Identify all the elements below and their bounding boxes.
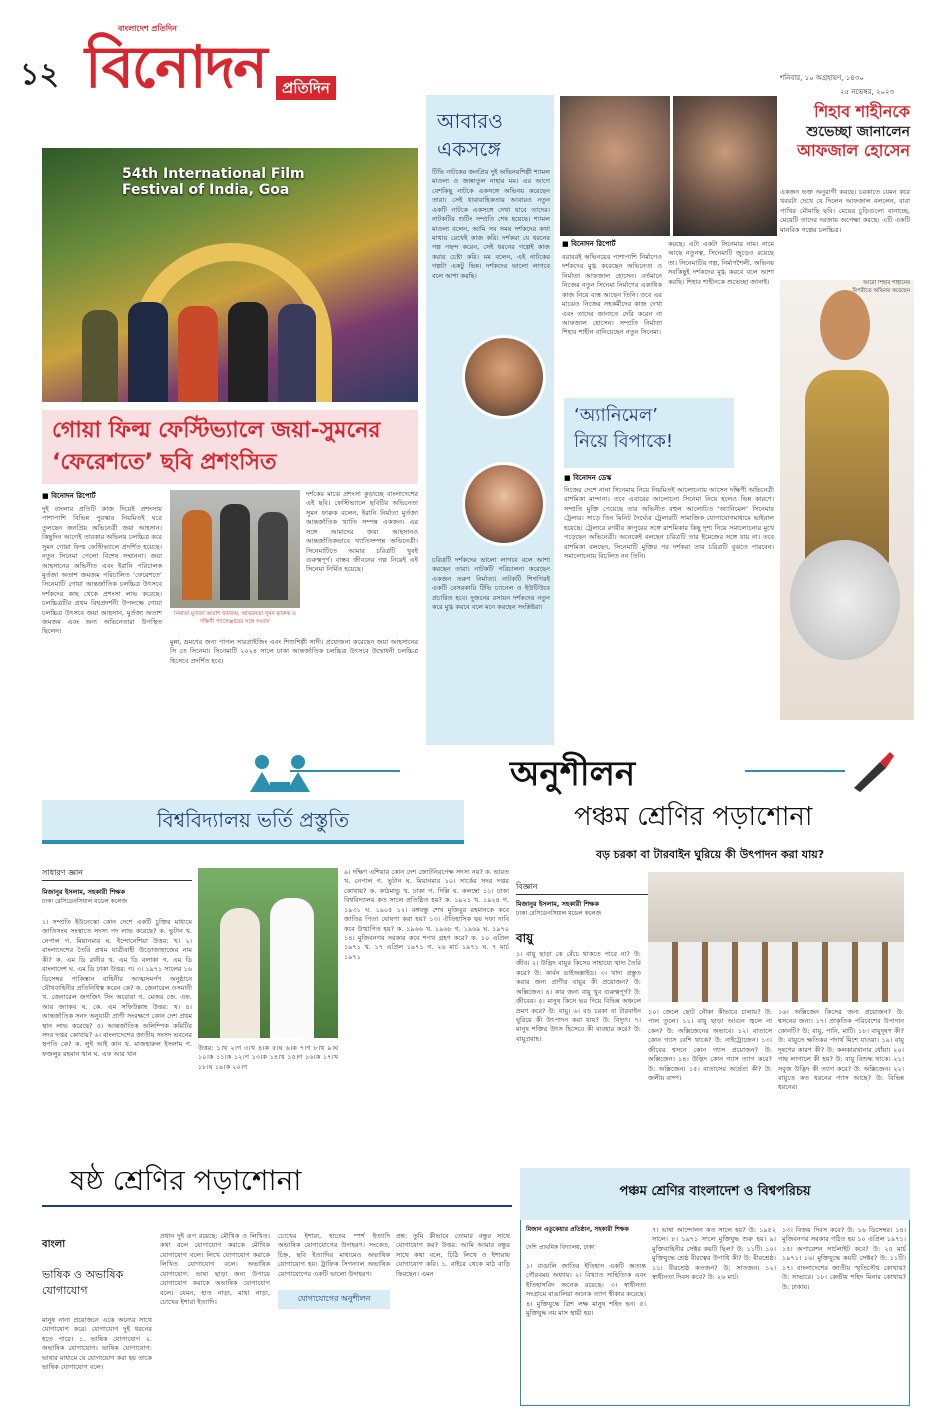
shihab-photo [673, 96, 777, 236]
animal-headline-2: নিয়ে বিপাকে! [574, 431, 674, 453]
university-section: সাধারণ জ্ঞান [42, 868, 83, 877]
class6-rule [42, 1205, 512, 1207]
festival-banner: 54th International Film Festival of India, Goa [122, 166, 305, 199]
students-photo [198, 868, 338, 1038]
animal-headline-1: ‘অ্যানিমেল’ [574, 405, 659, 426]
masthead-subtitle: প্রতিদিন [276, 76, 336, 100]
goa-byline: ■ বিনোদন রিপোর্ট [42, 492, 96, 500]
class6-body-4: প্রশ্ন: তুমি কীভাবে তোমার বন্ধুর সাথে যোগাযোগ কর? উত্তর: আমি আমার বন্ধুর সাথে কথা বলে, চিঠি লিখে ও ইশারায় যোগাযোগ করি। ১. বাইরে থেকে মাঠ বাড়ি ফিরছেন। এমন [396, 1232, 510, 1278]
masthead-title: বিনোদন [85, 33, 266, 101]
pen-nib-icon [850, 748, 894, 792]
study-illustration-icon [240, 752, 320, 798]
class5-science-subhead: বড় চরকা বা টারবাইন ঘুরিয়ে কী উৎপাদন করা যায়? [596, 848, 825, 861]
shihab-headline-box [780, 102, 910, 182]
mom-photo [462, 462, 546, 546]
rashmika-photo [780, 280, 914, 720]
class6-body-1: মানুষ নানা প্রয়োজনে একে অন্যের সাথে যোগাযোগ করে। যোগাযোগ দুই ধরনের হতে পারে। ১. ভাষিক যোগাযোগ ২. অভাষিক যোগাযোগ। ভাষিক যোগাযোগ: ভাষার মাধ্যমে যে যোগাযোগ করা হয় তাকে ভাষিক যোগাযোগ বলে। [42, 1316, 152, 1372]
shihab-body-2: করছে। এটা একটা সিনেমার নাম। নামে আছে নতুনত্ব, সিনেমাটি জুড়েও রয়েছে তা। সিনেমাটির গল্প, নির্মাণশৈলী, অভিনয় সবকিছুই দর্শকদের মুগ্ধ করবে বলে আশা করছি। শিহাব শাহীনকে শুভেচ্ছা জানাই। [668, 240, 774, 286]
animal-byline: ■ বিনোদন ডেস্ক [564, 474, 612, 482]
class5-science-topic: বায়ু [516, 931, 534, 945]
shihab-body-3: একজন ভক্ত অনুরাগী করছে। চরকাতে যেমন করে খবরটা দেখে যে দিলেন আফজাল বললেন, বাবা পাখির মৌমাছি ছবি। মেয়ের চুড়িগুলো বানাচ্ছে, মেয়েটি তাদের দরজায় অপেক্ষা করছে। এটি একটি মানবিক গল্পের চলচ্চিত্র। [780, 188, 910, 234]
class5-bwp-headline: পঞ্চম শ্রেণির বাংলাদেশ ও বিশ্বপরিচয় [619, 1184, 811, 1199]
abar-body: টিভি নাটকের জনপ্রিয় দুই অভিনয়শিল্পী শ্যামল মাওলা ও জান্নাতুল নাহার মম। এর আগে বেশকিছু নাটকে একসঙ্গে অভিনয় করেছেন তারা। সেই ধারাবাহিকতায় আবারও নতুন একটি নাটকে একসঙ্গে দেখা যাবে তাদের। নাটকটির শুটিং সম্প্রতি শেষ হয়েছে। শ্যামল মাওলা বলেন, আমি সব সময় দর্শকদের কথা মাথায় রেখেই কাজ করি। দর্শকরা যে ধরনের গল্প পছন্দ করেন, সেই ধরনের গল্পেই কাজ করার চেষ্টা করি। মম বলেন, এই নাটকের গল্পটা একটু ভিন্ন। দর্শকদের ভালো লাগবে বলে আশা করছি। [432, 168, 550, 280]
goa-festival-photo [42, 148, 418, 402]
goa-body-2: দর্শকের মাঝে প্রশংসা কুড়াচ্ছে বাংলাদেশের এই ছবি। ফেস্টিভ্যালে ছবিটির অভিনেতা সুমন ফারুক বলেন, ইরানি নির্মাতা মুর্তজা আন্তর্জাতিক খ্যাতি সম্পন্ন একজন। এর সঙ্গে আমাদের জয়া আহসানও আন্তর্জাতিকভাবে খ্যাতিসম্পন্ন অভিনেত্রী। সিনেমাটিতে আমার চরিত্রটি খুবই গুরুত্বপূর্ণ। বাস্তব জীবনের গল্প নিয়েই এই সিনেমা নির্মিত হয়েছে। [306, 490, 418, 574]
class6-headline: ষষ্ঠ শ্রেণির পড়াশোনা [70, 1164, 302, 1197]
class5-bwp-body-2: ৭। ভাষা আন্দোলন কত সালে হয়? উ: ১৯৫২ সালে। ৮। ১৯৭১ সালে মুক্তিযুদ্ধ শুরু হয়। ৯। মুক্তিবাহিনীর সেক্টর কয়টি ছিল? উ: ১১টি। ১০। মুক্তিযুদ্ধে শ্রেষ্ঠ বীরত্বের উপাধি কী? উ: বীরশ্রেষ্ঠ। ১১। বীরশ্রেষ্ঠ কতজন? উ: সাতজন। ১২। স্বাধীনতা দিবস কবে? উ: ২৬ মার্চ। [652, 1226, 776, 1282]
class5-bwp-header [520, 1168, 910, 1220]
class5-science-school: ঢাকা রেসিডেনসিয়াল মডেল কলেজ [516, 910, 602, 917]
guests-group [82, 298, 382, 402]
brand-label: বাংলাদেশ প্রতিদিন [118, 24, 177, 33]
class5-bwp-school: দেশি প্রাথমিক বিদ্যালয়, ঢাকা [526, 1244, 595, 1251]
date-line-2: ২৫ নভেম্বর, ২০২৩ [840, 88, 895, 96]
abar-headline-1: আবারও [437, 109, 503, 133]
anushilon-brand: অনুশীলন [510, 754, 636, 794]
abar-headline-2: একসঙ্গে [437, 137, 501, 161]
animal-headline-box [564, 398, 734, 468]
rashmika-caption: আরো শিহাব শাহীনের বিপরীতে অভিনয় করেছেন [852, 280, 910, 294]
class6-body-2: প্রধান দুই রূপ রয়েছে: মৌখিক ও লিখিত। কথা বলে যোগাযোগ করাকে মৌখিক যোগাযোগ বলে। লিখে যোগাযোগ করাকে লিখিত যোগাযোগ বলে। অভাষিক যোগাযোগ: ভাষা ছাড়া অন্য উপায়ে যোগাযোগ করাকে অভাষিক যোগাযোগ বলে। যেমন, হাত নাড়া, মাথা নাড়া, চোখের ইশারা ইত্যাদি। [160, 1232, 270, 1306]
shyamol-photo [462, 335, 546, 419]
university-answers: উত্তর: ১।খ ২।গ ৩।খ ৪।ক ৫।ঘ ৬।ক ৭।গ ৮।খ ৯।ঘ ১০।ক ১১।ক ১২।গ ১৩।ক ১৪।খ ১৫।গ ১৬।ক ১৭।খ ১৮।ঘ ১৯।ক ২০।গ [198, 1044, 338, 1071]
class5-science-body-3: ১৬। অক্সিজেন কিসের জন্য প্রয়োজন? উ: শ্বসনের জন্য। ১৭। প্রাকৃতিক পরিবেশের উপাদান কোনটি? উ: বায়ু, পানি, মাটি। ১৮। বায়ুদূষণ কী? উ: বায়ুতে ক্ষতিকর পদার্থ মিশে যাওয়া। ১৯। বায়ু দূষণের কারণ কী? উ: কলকারখানার ধোঁয়া। ২০। গাছ লাগালে কী হয়? উ: বায়ু বিশুদ্ধ থাকে। ২১। সবুজ উদ্ভিদ কী ত্যাগ করে? উ: অক্সিজেন। ২২। বায়ুতে কত ধরনের গ্যাস আছে? উ: বিভিন্ন ধরনের। [778, 1008, 904, 1092]
class5-bwp-body-3: ১৩। বিজয় দিবস কবে? উ: ১৬ ডিসেম্বর। ১৪। মুজিবনগর সরকার গঠিত হয় ১০ এপ্রিল ১৯৭১। ১৫। অপারেশন সার্চলাইট কবে? উ: ২৫ মার্চ ১৯৭১। ১৬। মুক্তিযুদ্ধে কয়টি সেক্টর? উ: ১১টি। ১৭। বাংলাদেশের জাতীয় স্মৃতিসৌধ কোথায়? উ: সাভারে। ১৮। কেন্দ্রীয় শহিদ মিনার কোথায়? উ: ঢাকায়। [782, 1226, 906, 1291]
shihab-headline-3: আফজাল হোসেন [797, 140, 910, 160]
goa-body-3: মুন্না, ভ্রমণের জন্য পাগল সারপ্রাইজিং এবং শিশুশিল্পী সাদী। প্রযোজনা করেছেন জয়া আহসানের সি তে সিনেমা। সিনেমাটি ২০২৪ সালে ঢাকা আন্তর্জাতিক চলচ্চিত্র উৎসবে উদ্বোধনী চলচ্চিত্র হিসেবে প্রদর্শিত হবে। [170, 638, 418, 665]
shihab-body-1: বরাবরই অভিনয়ের পাশাপাশি নির্মাণেও দর্শকদের মুগ্ধ করেছেন অভিনেতা ও নির্মাতা আফজাল হোসেন। বর্তমানে নিজের নতুন সিনেমা নির্মাণের একাধিক কাজ নিয়ে ব্যস্ত আছেন তিনি। তবে এর মাঝেও নিজের সহকর্মীদের কাজ দেখা এবং তাদের জানাতে দেরি করেন না আফজাল হোসেন। সম্প্রতি নির্মাতা শিহাব শাহীন বানিয়েছেন নতুন সিনেমা। [562, 253, 662, 337]
university-header [42, 800, 464, 844]
goa-headline-1: গোয়া ফিল্ম ফেস্টিভ্যালে জয়া-সুমনের [52, 418, 381, 443]
class5-science-body-2: ১০। জেলে ছোট নৌকা কীভাবে চালায়? উ: পাল তুলে। ১১। বায়ু ছাড়া আগুন জ্বলে না কেন? উ: অক্সিজেনের অভাবে। ১২। বাতাসে কোন গ্যাস বেশি থাকে? উ: নাইট্রোজেন। ১৩। জীবের শ্বসনে কোন গ্যাস প্রয়োজন? উ: অক্সিজেন। ১৪। উদ্ভিদ কোন গ্যাস ত্যাগ করে? উ: অক্সিজেন। ১৫। বাতাসের আর্দ্রতা কী? উ: জলীয় বাষ্প। [648, 1008, 772, 1082]
animal-body: নিজের দেশে নানা সিনেমায় নিয়ে নিয়মিতই আলোচনায় আসেন দক্ষিণী অভিনেত্রী রাশমিকা মান্দানা। তবে এবারের আলোচনা সিনেমা নিয়ে হলেও ভিন্ন কারণে। সম্প্রতি মুক্তি পেয়েছে তার অভিনীত বহুল আলোচিত ‘অ্যানিমেল’ সিনেমার ট্রেলার। সাড়ে তিন মিনিট দৈর্ঘ্যের ট্রেলারটি সামাজিক যোগাযোগমাধ্যমে ভাইরাল হয়েছে। ট্রেলারে রণবীর কাপুরের সঙ্গে রাশমিকার কিছু দৃশ্য নিয়ে সমালোচনার মুখে পড়েছেন অভিনেত্রী। অনেকেই বলছেন চরিত্রটি তার ইমেজের সঙ্গে যায় না। তবে রাশমিকা বলছেন, সিনেমাটি মুক্তির পর দর্শকরা তার চরিত্রটি বুঝতে পারবেন। সমালোচনায় বিচলিত নন তিনি। [564, 486, 774, 560]
university-author: মিজানুর ইসলাম, সহকারী শিক্ষক [42, 888, 125, 896]
class5-bwp-author: মিজান এডুকেয়ার প্রতিষ্ঠান, সহকারী শিক্ষক [526, 1226, 629, 1233]
class5-science-rule [516, 894, 656, 895]
university-section-rule [42, 880, 192, 881]
goa-headline-box [42, 410, 418, 484]
class6-chapter-1: ভাষিক ও অভাষিক [42, 1268, 124, 1281]
date-line-1: শনিবার, ১০ অগ্রহায়ণ, ১৪৩০ [780, 74, 864, 82]
university-school: ঢাকা রেসিডেনসিয়াল মডেল কলেজ [42, 898, 128, 905]
shihab-headline-2: শুভেচ্ছা জানালেন [806, 123, 910, 140]
afzal-photo [560, 96, 670, 236]
class6-subject: বাংলা [42, 1239, 66, 1250]
classroom-photo [648, 872, 904, 1002]
class5-science-author: মিজানুর ইসলাম, সহকারী শিক্ষক [516, 900, 599, 908]
goa-body-1: দুই বাংলার প্রতিটি কাজ দিয়েই প্রশংসায় পাশাপাশি বিভিন্ন পুরস্কার নিয়মিতই ঘরে তুলছেন জনপ্রিয় অভিনেত্রী জয়া আহসান। কিছুদিন আগেই তারকার অভিনয় চলচ্চিত্র করে সুমন গোয়া ফিল্ম ফেস্টিভ্যালে প্রদর্শিত হয়েছে। নতুন সিনেমা পেলো বিশেষ সম্মাননা। জয়া আহসানের অভিনীত এবং ইরানি পরিচালক মুর্তজা অতাশ জমজম পরিচালিত ‘ফেরেশতে’ সিনেমাটি গোয়া আন্তর্জাতিক চলচ্চিত্র উৎসবে দর্শকদের কাছ থেকে প্রশংসা লাভ করেছে। চলচ্চিত্রটির প্রথম বিশ্বপ্রদর্শনী উপলক্ষে গোয়া চলচ্চিত্র উৎসবে জয়া আহসান, মুর্তজা অতাশ জমজম এবং অন্য অভিনেতারা উপস্থিত ছিলেন। [42, 505, 162, 636]
class6-chapter-2: যোগাযোগ [42, 1284, 88, 1297]
class6-boxed-title: যোগাযোগের অনুশীলন [278, 1290, 390, 1309]
page-number: ১২ [20, 57, 59, 92]
goa-photo-caption: নির্মাতা মুর্তজা অতাশ জমজম, অভিনেতা সুমন ফারুক ও দক্ষিণী প্যাসেঞ্জারের সঙ্গে সংবাদ [174, 611, 296, 625]
shihab-headline-1: শিহাব শাহীনকে [814, 102, 910, 121]
goa-headline-2: ‘ফেরেশতে’ ছবি প্রশংসিত [52, 449, 277, 475]
class5-science-headline: পঞ্চম শ্রেণির পড়াশোনা [574, 802, 813, 832]
university-questions-2: ৯। দক্ষিণ এশিয়ার কোন দেশ জোটনিরপেক্ষ সদস্য নয়? ক. ভারত খ. নেপাল গ. ভুটান ঘ. মিয়ানমার ১০। সার্কের সদর দপ্তর কোথায়? ক. কাঠমান্ডু খ. ঢাকা গ. দিল্লি ঘ. কলম্বো ১১। ঢাকা বিশ্ববিদ্যালয় কত সালে প্রতিষ্ঠিত হয়? ক. ১৯২১ খ. ১৯২৪ গ. ১৯৩১ ঘ. ১৯০৫ ১২। বঙ্গবন্ধু শেখ মুজিবুর রহমানকে কবে জাতির পিতা ঘোষণা করা হয়? ১৩। ঐতিহাসিক ছয় দফা দাবি কবে উত্থাপিত হয়? ক. ১৯৬৬ খ. ১৯৬৮ গ. ১৯৬৯ ঘ. ১৯৭০ ১৪। মুজিবনগর সরকার কবে শপথ গ্রহণ করে? ক. ১০ এপ্রিল ১৯৭১ খ. ১৭ এপ্রিল ১৯৭১ গ. ২৬ মার্চ ১৯৭১ ঘ. ৭ মার্চ ১৯৭১ [344, 868, 509, 961]
class6-body-3: চোখের ইশারা, হাতের স্পর্শ ইত্যাদি অভাষিক যোগাযোগের উদাহরণ। সংকেত, চিহ্ন, ছবি ইত্যাদির মাধ্যমেও অভাষিক যোগাযোগ হয়। ট্রাফিক সিগন্যাল অভাষিক যোগাযোগের একটি ভালো উদাহরণ। [278, 1232, 390, 1278]
anushilon-rule-right [745, 770, 845, 772]
class5-science-section: বিজ্ঞান [516, 882, 538, 891]
university-questions-1: ১। সম্প্রতি ইউনেস্কো কোন দেশে একটি চুক্তির মাধ্যমে জাতিসংঘ সংস্থাতে সদস্য পদ লাভ করেছে? ক. ভুটান খ. নেপাল গ. মিয়ানমার ঘ. ইন্দোনেশিয়া উত্তর: খ। ২। বাংলাদেশের তৈরি প্রথম যাত্রীবাহী উড়োজাহাজের নাম কী? ক. এম ডি রানীর খ. এম ডি বলাকা গ. এম ডি বাংলাদেশ ঘ. এম ডি ঢাকা উত্তর: গ। ৩। ১৯৭১ সালের ১৬ ডিসেম্বর পাকিস্তান বাহিনীর আত্মসমর্পণ অনুষ্ঠানে যৌথবাহিনীর প্রতিনিধিত্ব করেন কে? ক. জেনারেল ওসমানী খ. জেনারেল জগজিৎ সিং অরোরা গ. মেজর জে. এফ. আর জ্যাকব ঘ. কে. এম সফিউল্লাহ উত্তর: খ। ৪। আন্তর্জাতিক সনদ অনুযায়ী প্রাণী সংরক্ষণে কোন দেশ প্রথম স্থান লাভ করেছে? ৫। আন্তর্জাতিক অলিম্পিক কমিটির সদর দপ্তর কোথায়? ৬। বাংলাদেশের জাতীয় সংসদ ভবনের স্থপতি কে? ক. লুই আই কান খ. মাজহারুল ইসলাম গ. ফজলুর রহমান খান ঘ. এফ আর খান [42, 918, 192, 1058]
shihab-byline: ■ বিনোদন রিপোর্ট [562, 240, 616, 248]
class5-science-body-1: ১। বায়ু ছাড়া কে বেঁচে থাকতে পারে না? উ: জীব। ২। উদ্ভিদ বায়ুর কিসের সাহায্যে খাদ্য তৈরি করে? উ: কার্বন ডাইঅক্সাইড। ৩। খাদ্য প্রস্তুত করার জন্য প্রাণীর বায়ুর কী প্রয়োজন? উ: অক্সিজেন। ৪। কার জন্য বায়ু খুব গুরুত্বপূর্ণ? উ: জীবের। ৫। মানুষ কিসে ভর দিয়ে বিভিন্ন অঞ্চলে ভ্রমণ করে? উ: বায়ু। ৬। বড় চরকা বা টারবাইন ঘুরিয়ে কী উৎপাদন করা যায়? উ: বিদ্যুৎ। ৭। মানুষ শক্তির উৎস হিসেবে কী ব্যবহার করে? উ: বায়ুপ্রবাহ। [516, 950, 641, 1043]
abar-body-2: চরিত্রটি দর্শকদের ভালো লাগবে বলে আশা করছেন তারা। নাটকটি পরিচালনা করেছেন একজন তরুণ নির্মাতা। নাটকটি শিগগিরই একটি বেসরকারি টিভি চ্যানেল ও ইউটিউবে প্রচারিত হবে। দুজনের রসায়ন দর্শকদের নতুন করে মুগ্ধ করবে বলে মনে করছেন সংশ্লিষ্টরা। [432, 556, 550, 612]
class5-bwp-body-1: ১। বাঙালি জাতির ইতিহাস একটি অত্যন্ত গৌরবময় অধ্যায়। ২। বিখ্যাত সাহিত্যিক এবং ইতিহাসবিদ অনেক রয়েছে। ৩। স্বাধীনতা সংগ্রামে বাঙালিরা অনেক ত্যাগ স্বীকার করেছে। ৪। মুক্তিযুদ্ধে ত্রিশ লক্ষ মানুষ শহিদ হন। ৫। মুক্তিযুদ্ধ নয় মাস স্থায়ী হয়। [526, 1262, 646, 1318]
goa-group-photo [170, 490, 300, 608]
university-headline: বিশ্ববিদ্যালয় ভর্তি প্রস্তুতি [156, 808, 350, 832]
